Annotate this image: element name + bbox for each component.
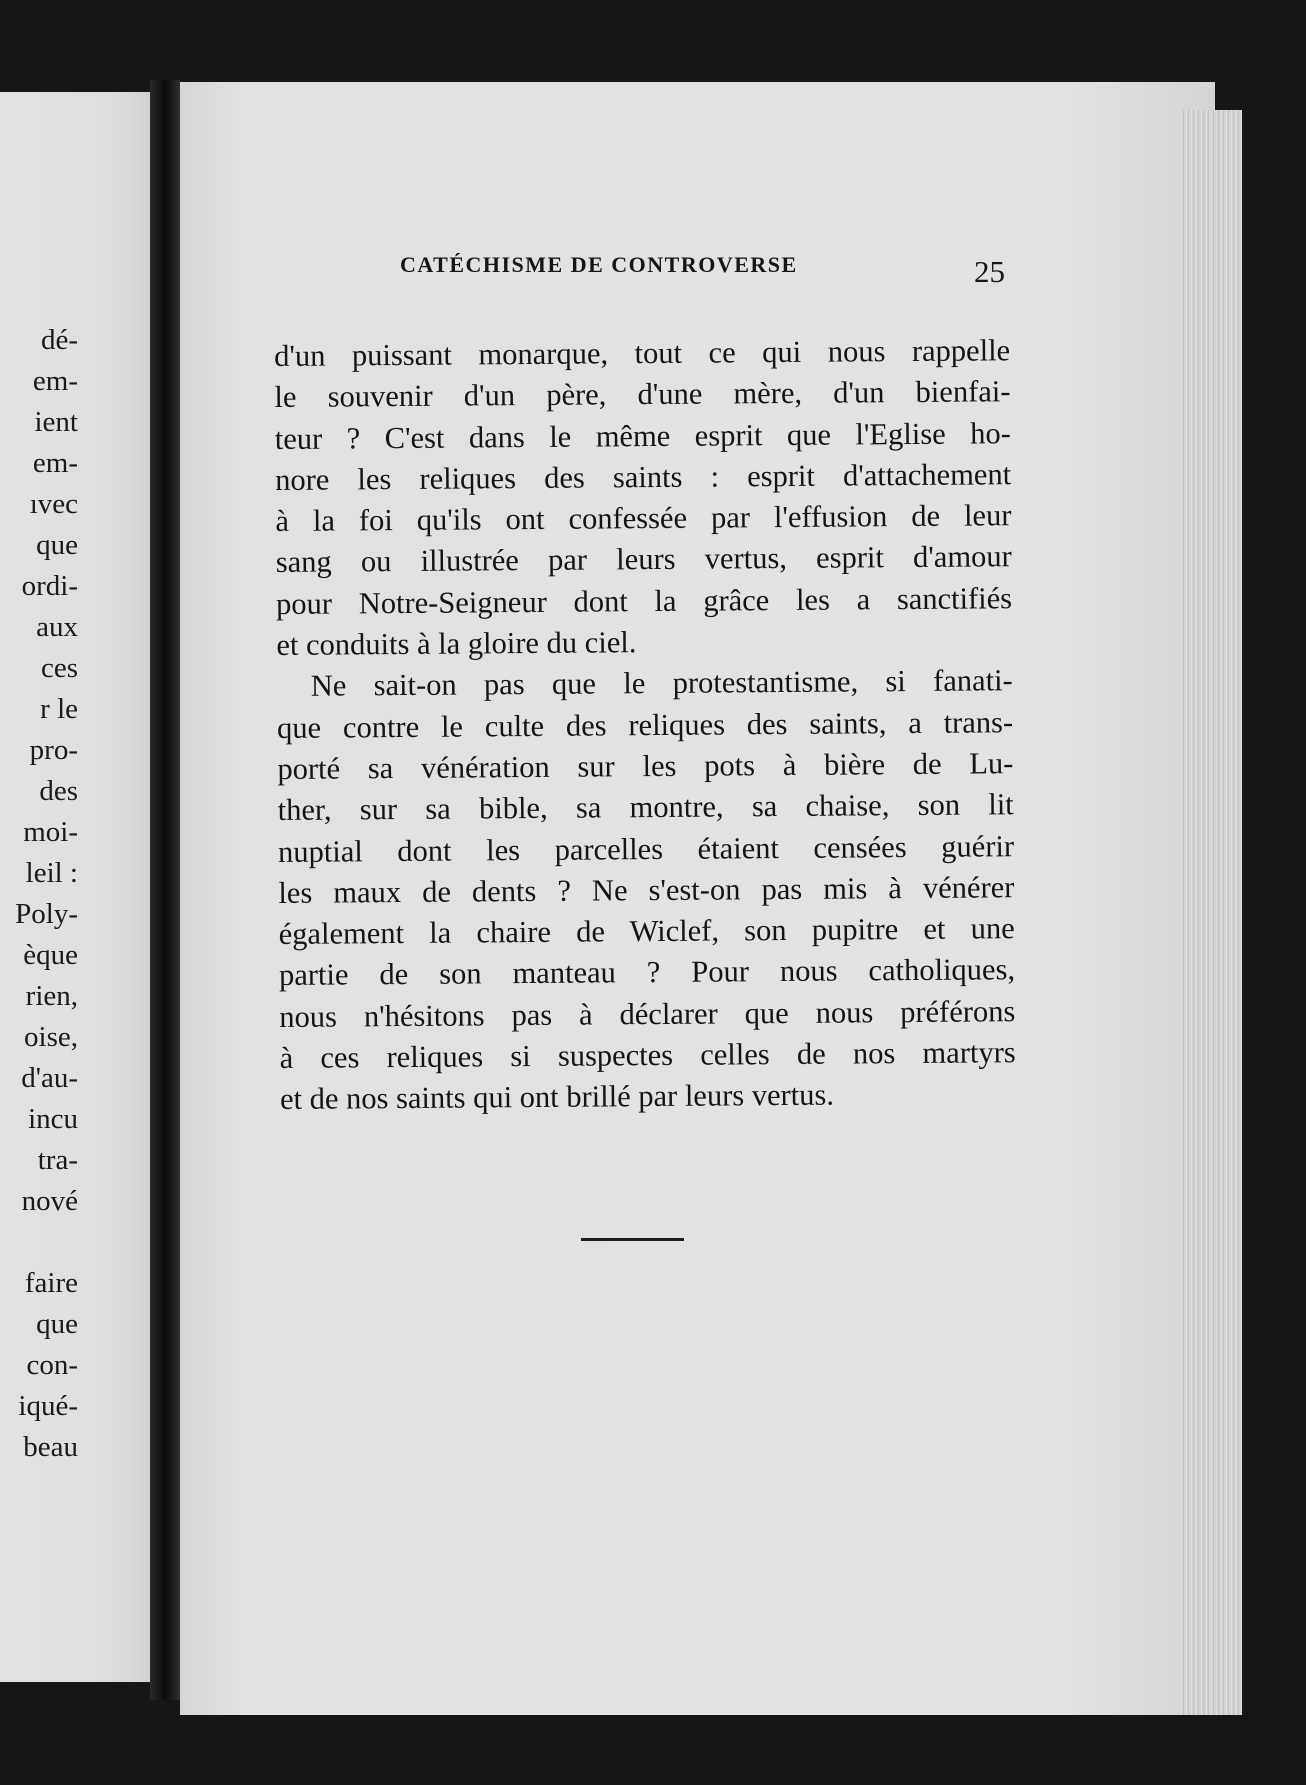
previous-page-line: con- xyxy=(26,1349,78,1381)
text-line: porté sa vénération sur les pots à bière de Lu- xyxy=(277,746,1014,786)
running-head: CATÉCHISME DE CONTROVERSE xyxy=(400,252,798,277)
previous-page-line: èque xyxy=(23,939,78,971)
text-line: Ne sait-on pas que le protestantisme, si fanati- xyxy=(310,663,1013,704)
previous-page-line: nové xyxy=(21,1185,78,1217)
text-line: à ces reliques si suspectes celles de nos martyrs xyxy=(279,1035,1016,1076)
previous-page-line: faire xyxy=(24,1267,78,1299)
previous-page-line: ıvec xyxy=(29,488,78,520)
text-line: nuptial dont les parcelles étaient censées guérir xyxy=(277,828,1015,869)
previous-page-line: tra- xyxy=(37,1144,78,1176)
text-line: teur ? C'est dans le même esprit que l'Eglise ho- xyxy=(274,415,1011,456)
text-line: et conduits à la gloire du ciel. xyxy=(276,625,637,663)
page-body xyxy=(274,330,1016,1120)
page-edges xyxy=(1180,110,1242,1720)
text-line: nore les reliques des saints : esprit d'attachement xyxy=(274,457,1012,497)
text-line: à la foi qu'ils ont confessée par l'effusion de leur xyxy=(275,498,1012,539)
previous-page-line: ient xyxy=(34,406,78,438)
text-line: sang ou illustrée par leurs vertus, esprit d'amour xyxy=(275,539,1012,580)
previous-page-line: d'au- xyxy=(21,1062,78,1094)
previous-page-line: aux xyxy=(36,611,78,643)
previous-page-line: que xyxy=(36,1308,78,1340)
previous-page-line: iqué- xyxy=(18,1390,78,1422)
bottom-shadow xyxy=(160,1715,1260,1785)
previous-page-line: ces xyxy=(40,652,78,684)
previous-page-line: des xyxy=(39,775,78,807)
previous-page-line: moi- xyxy=(23,816,78,848)
previous-page-line: leil : xyxy=(25,857,78,889)
previous-page-line: beau xyxy=(23,1431,78,1463)
text-line: que contre le culte des reliques des saints, a trans- xyxy=(276,704,1014,745)
page-number: 25 xyxy=(974,254,1005,289)
previous-page-line: que xyxy=(36,529,78,561)
book-gutter xyxy=(150,80,180,1700)
text-line: nous n'hésitons pas à déclarer que nous préférons xyxy=(279,993,1016,1034)
previous-page-line: oise, xyxy=(24,1021,78,1053)
previous-page-line: em- xyxy=(32,365,78,397)
text-line: pour Notre-Seigneur dont la grâce les a sanctifiés xyxy=(275,580,1013,621)
end-rule xyxy=(581,1238,684,1241)
text-line: partie de son manteau ? Pour nous catholiques, xyxy=(278,952,1016,993)
text-line: le souvenir d'un père, d'une mère, d'un bienfai- xyxy=(274,374,1011,415)
previous-page-line: r le xyxy=(40,693,78,725)
text-line: d'un puissant monarque, tout ce qui nous rappelle xyxy=(274,333,1011,373)
text-line: ther, sur sa bible, sa montre, sa chaise, son lit xyxy=(277,787,1014,828)
previous-page-blank-line xyxy=(8,1222,158,1263)
previous-page-line: incu xyxy=(28,1103,78,1135)
text-line: également la chaire de Wiclef, son pupitre et une xyxy=(278,911,1015,952)
previous-page-line: em- xyxy=(32,447,78,479)
previous-page-text xyxy=(8,320,158,1468)
text-line: les maux de dents ? Ne s'est-on pas mis à vénérer xyxy=(278,870,1015,910)
previous-page xyxy=(0,92,158,1682)
previous-page-line: rien, xyxy=(25,980,78,1012)
text-line: et de nos saints qui ont brillé par leurs vertus. xyxy=(279,1077,835,1117)
previous-page-line: pro- xyxy=(29,734,78,766)
paragraph xyxy=(277,661,1017,1121)
paragraph xyxy=(274,330,1013,666)
previous-page-line: ordi- xyxy=(21,570,78,602)
previous-page-line: Poly- xyxy=(15,898,78,930)
previous-page-line: dé- xyxy=(40,324,78,356)
